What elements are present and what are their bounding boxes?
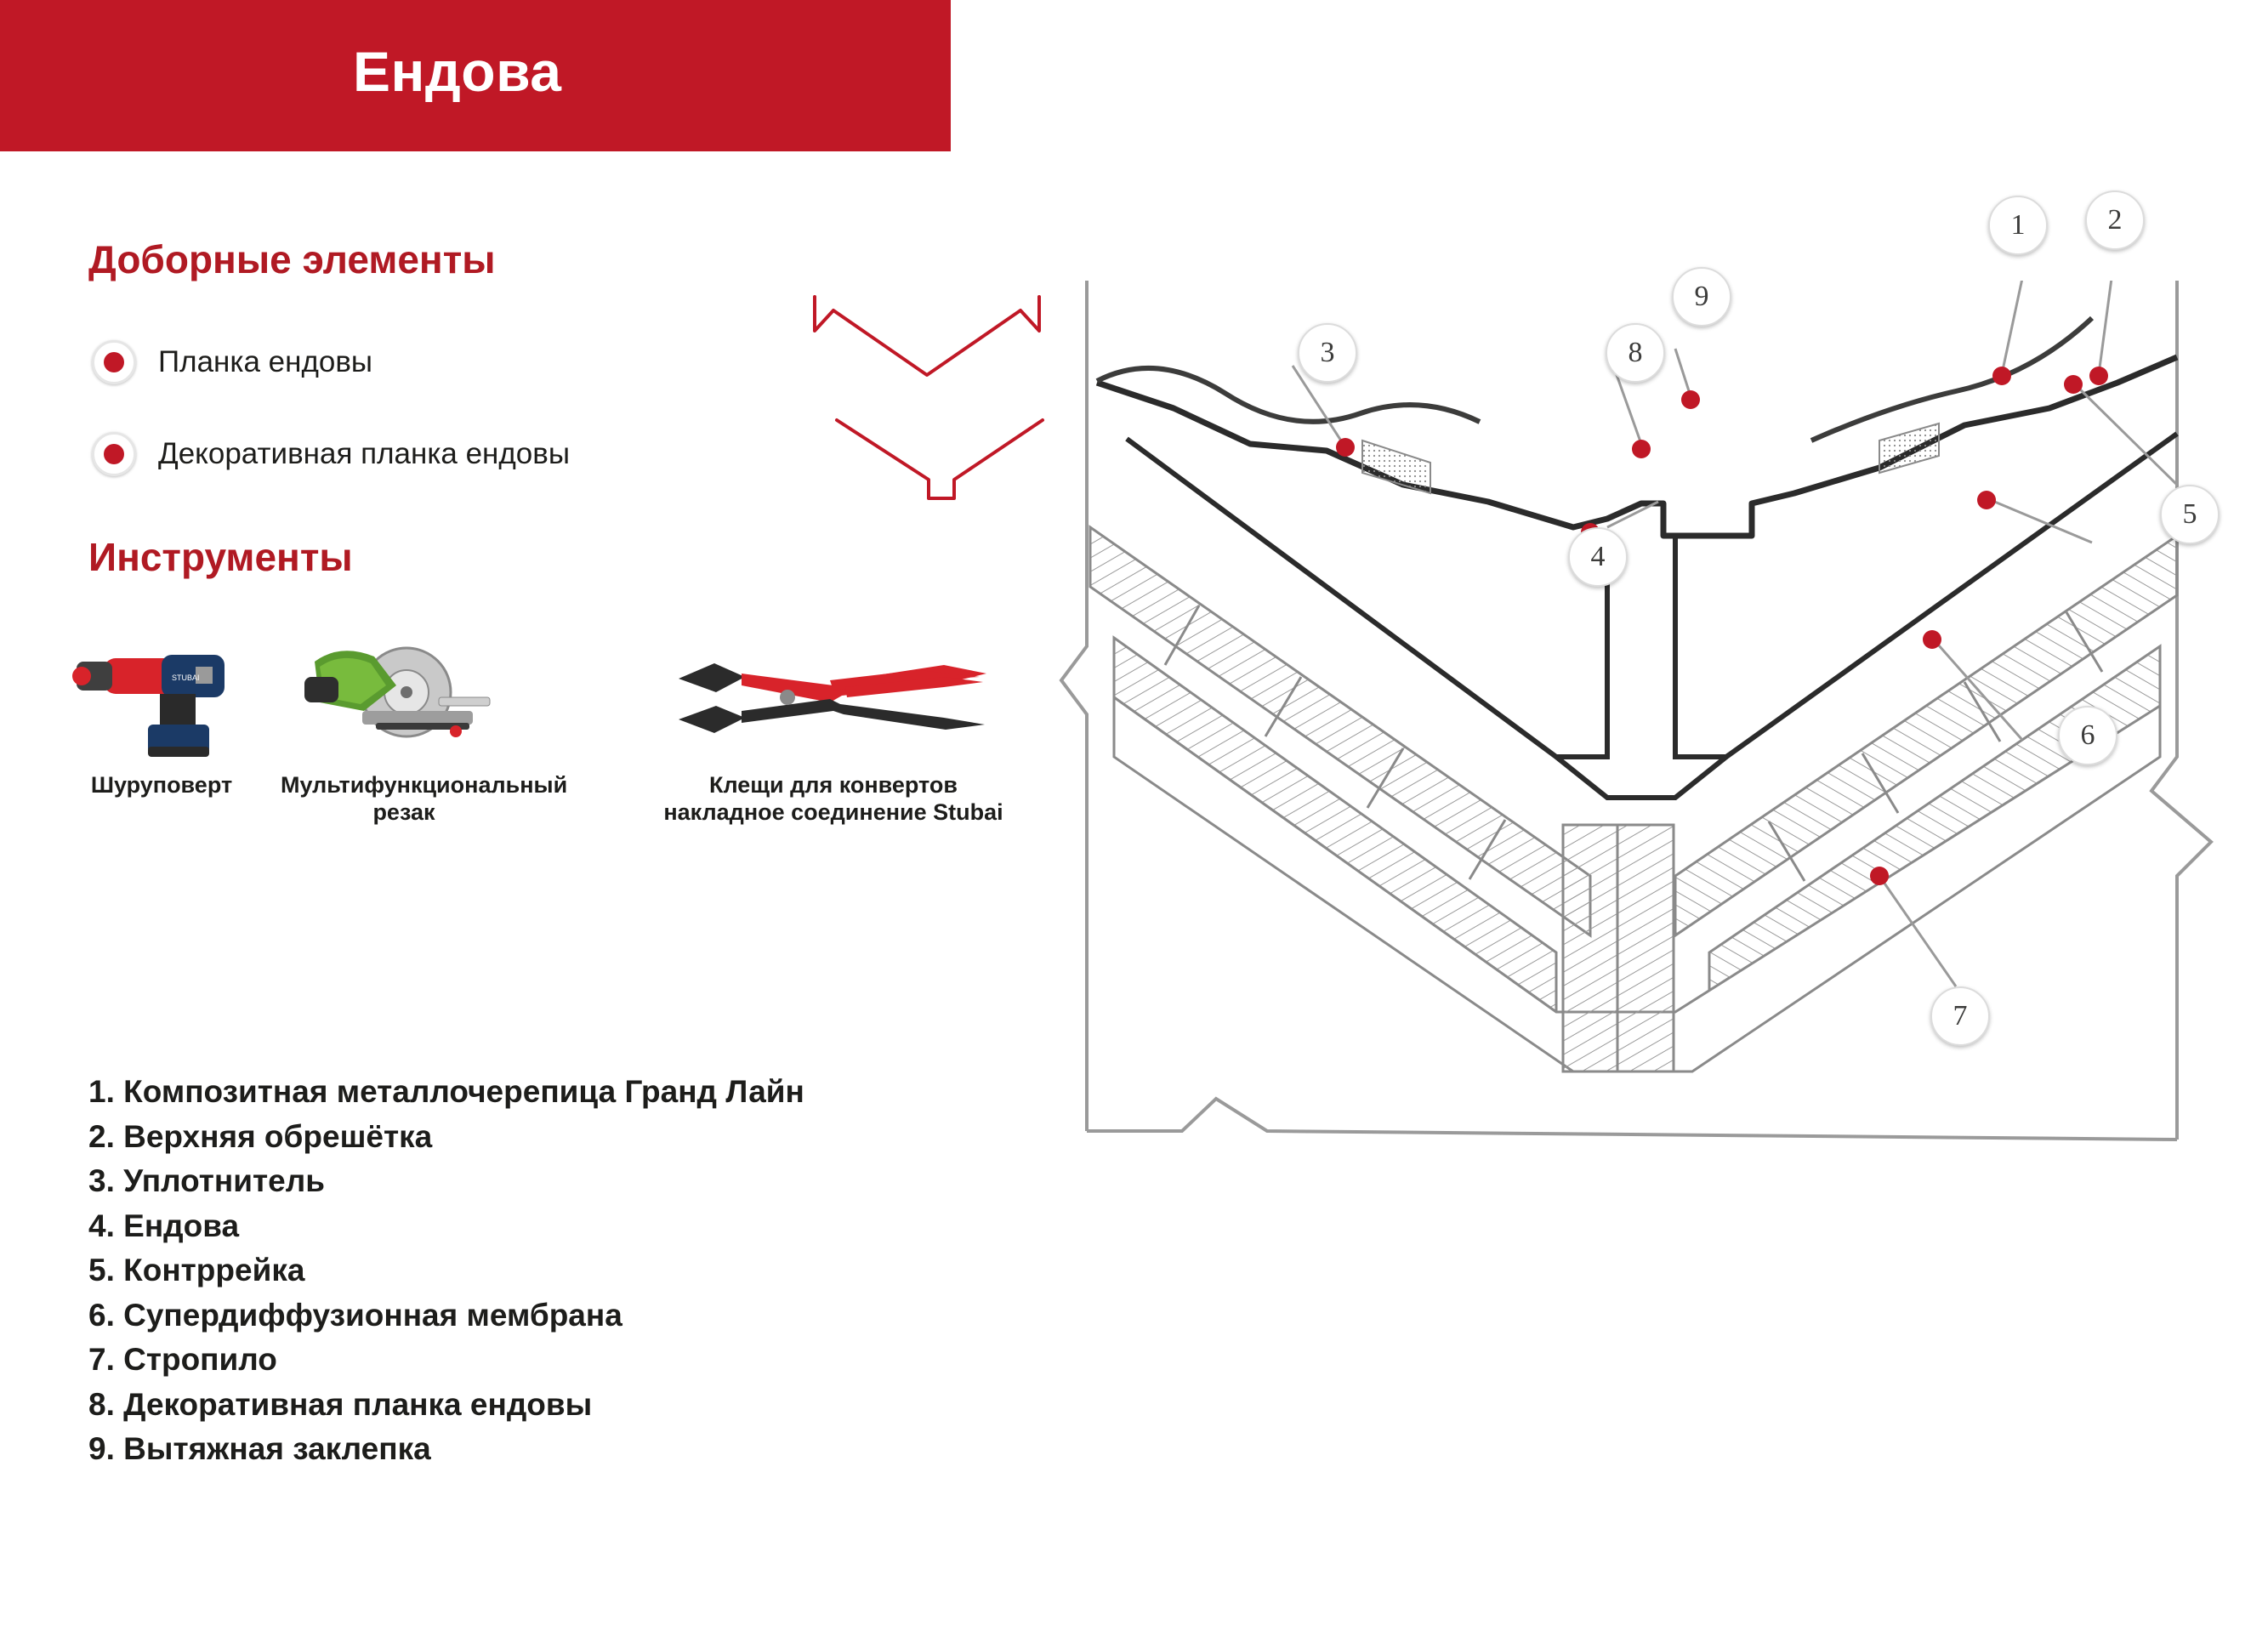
callout-2[interactable]: 2 (2085, 190, 2145, 250)
page-title: Ендова (353, 40, 562, 103)
accessories-heading: Доборные элементы (88, 237, 496, 281)
callout-3[interactable]: 3 (1298, 323, 1357, 383)
callout-1[interactable]: 1 (1988, 196, 2048, 255)
tool-item (281, 629, 568, 827)
red-dot-bullet-icon (92, 432, 136, 476)
list-item: 4. Ендова (88, 1208, 240, 1243)
list-item: 3. Уплотнитель (88, 1163, 325, 1199)
valley-plank-profile-icon (808, 293, 1054, 400)
list-item: 6. Супердиффузионная мембрана (88, 1297, 622, 1333)
valley-assembly-drawing (1046, 204, 2237, 1191)
list-item (92, 432, 570, 476)
list-item: 7. Стропило (88, 1342, 277, 1378)
list-item: 2. Верхняя обрешётка (88, 1118, 433, 1154)
circular-saw-icon (281, 629, 527, 765)
list-item (92, 340, 372, 384)
decorative-valley-plank-profile-icon (833, 417, 1046, 514)
list-item: 9. Вытяжная заклепка (88, 1431, 431, 1467)
pliers-icon (655, 629, 1012, 765)
callout-8[interactable]: 8 (1606, 323, 1665, 383)
svg-text:STUBAI: STUBAI (172, 674, 200, 682)
tool-caption: Мультифункциональный резак (281, 772, 568, 825)
callout-7[interactable]: 7 (1930, 986, 1990, 1046)
cordless-screwdriver-icon (60, 629, 264, 765)
tool-caption: Клещи для конвертов накладное соединение Stubai (663, 772, 1003, 825)
callout-5[interactable]: 5 (2160, 485, 2220, 544)
callout-9[interactable]: 9 (1672, 267, 1731, 327)
list-item: 1. Композитная металлочерепица Гранд Лайн (88, 1074, 804, 1109)
red-dot-bullet-icon (92, 340, 136, 384)
list-item: 5. Контррейка (88, 1253, 305, 1288)
tool-caption: Шуруповерт (90, 772, 233, 798)
tool-item (60, 629, 264, 799)
tool-item (655, 629, 1012, 827)
callout-6[interactable]: 6 (2058, 706, 2117, 765)
callout-4[interactable]: 4 (1568, 527, 1628, 587)
list-item: 8. Декоративная планка ендовы (88, 1386, 593, 1422)
accessory-label: Планка ендовы (158, 345, 373, 378)
legend-list (88, 1070, 1066, 1472)
tools-heading: Инструменты (88, 535, 353, 579)
accessory-label: Декоративная планка ендовы (158, 437, 571, 470)
